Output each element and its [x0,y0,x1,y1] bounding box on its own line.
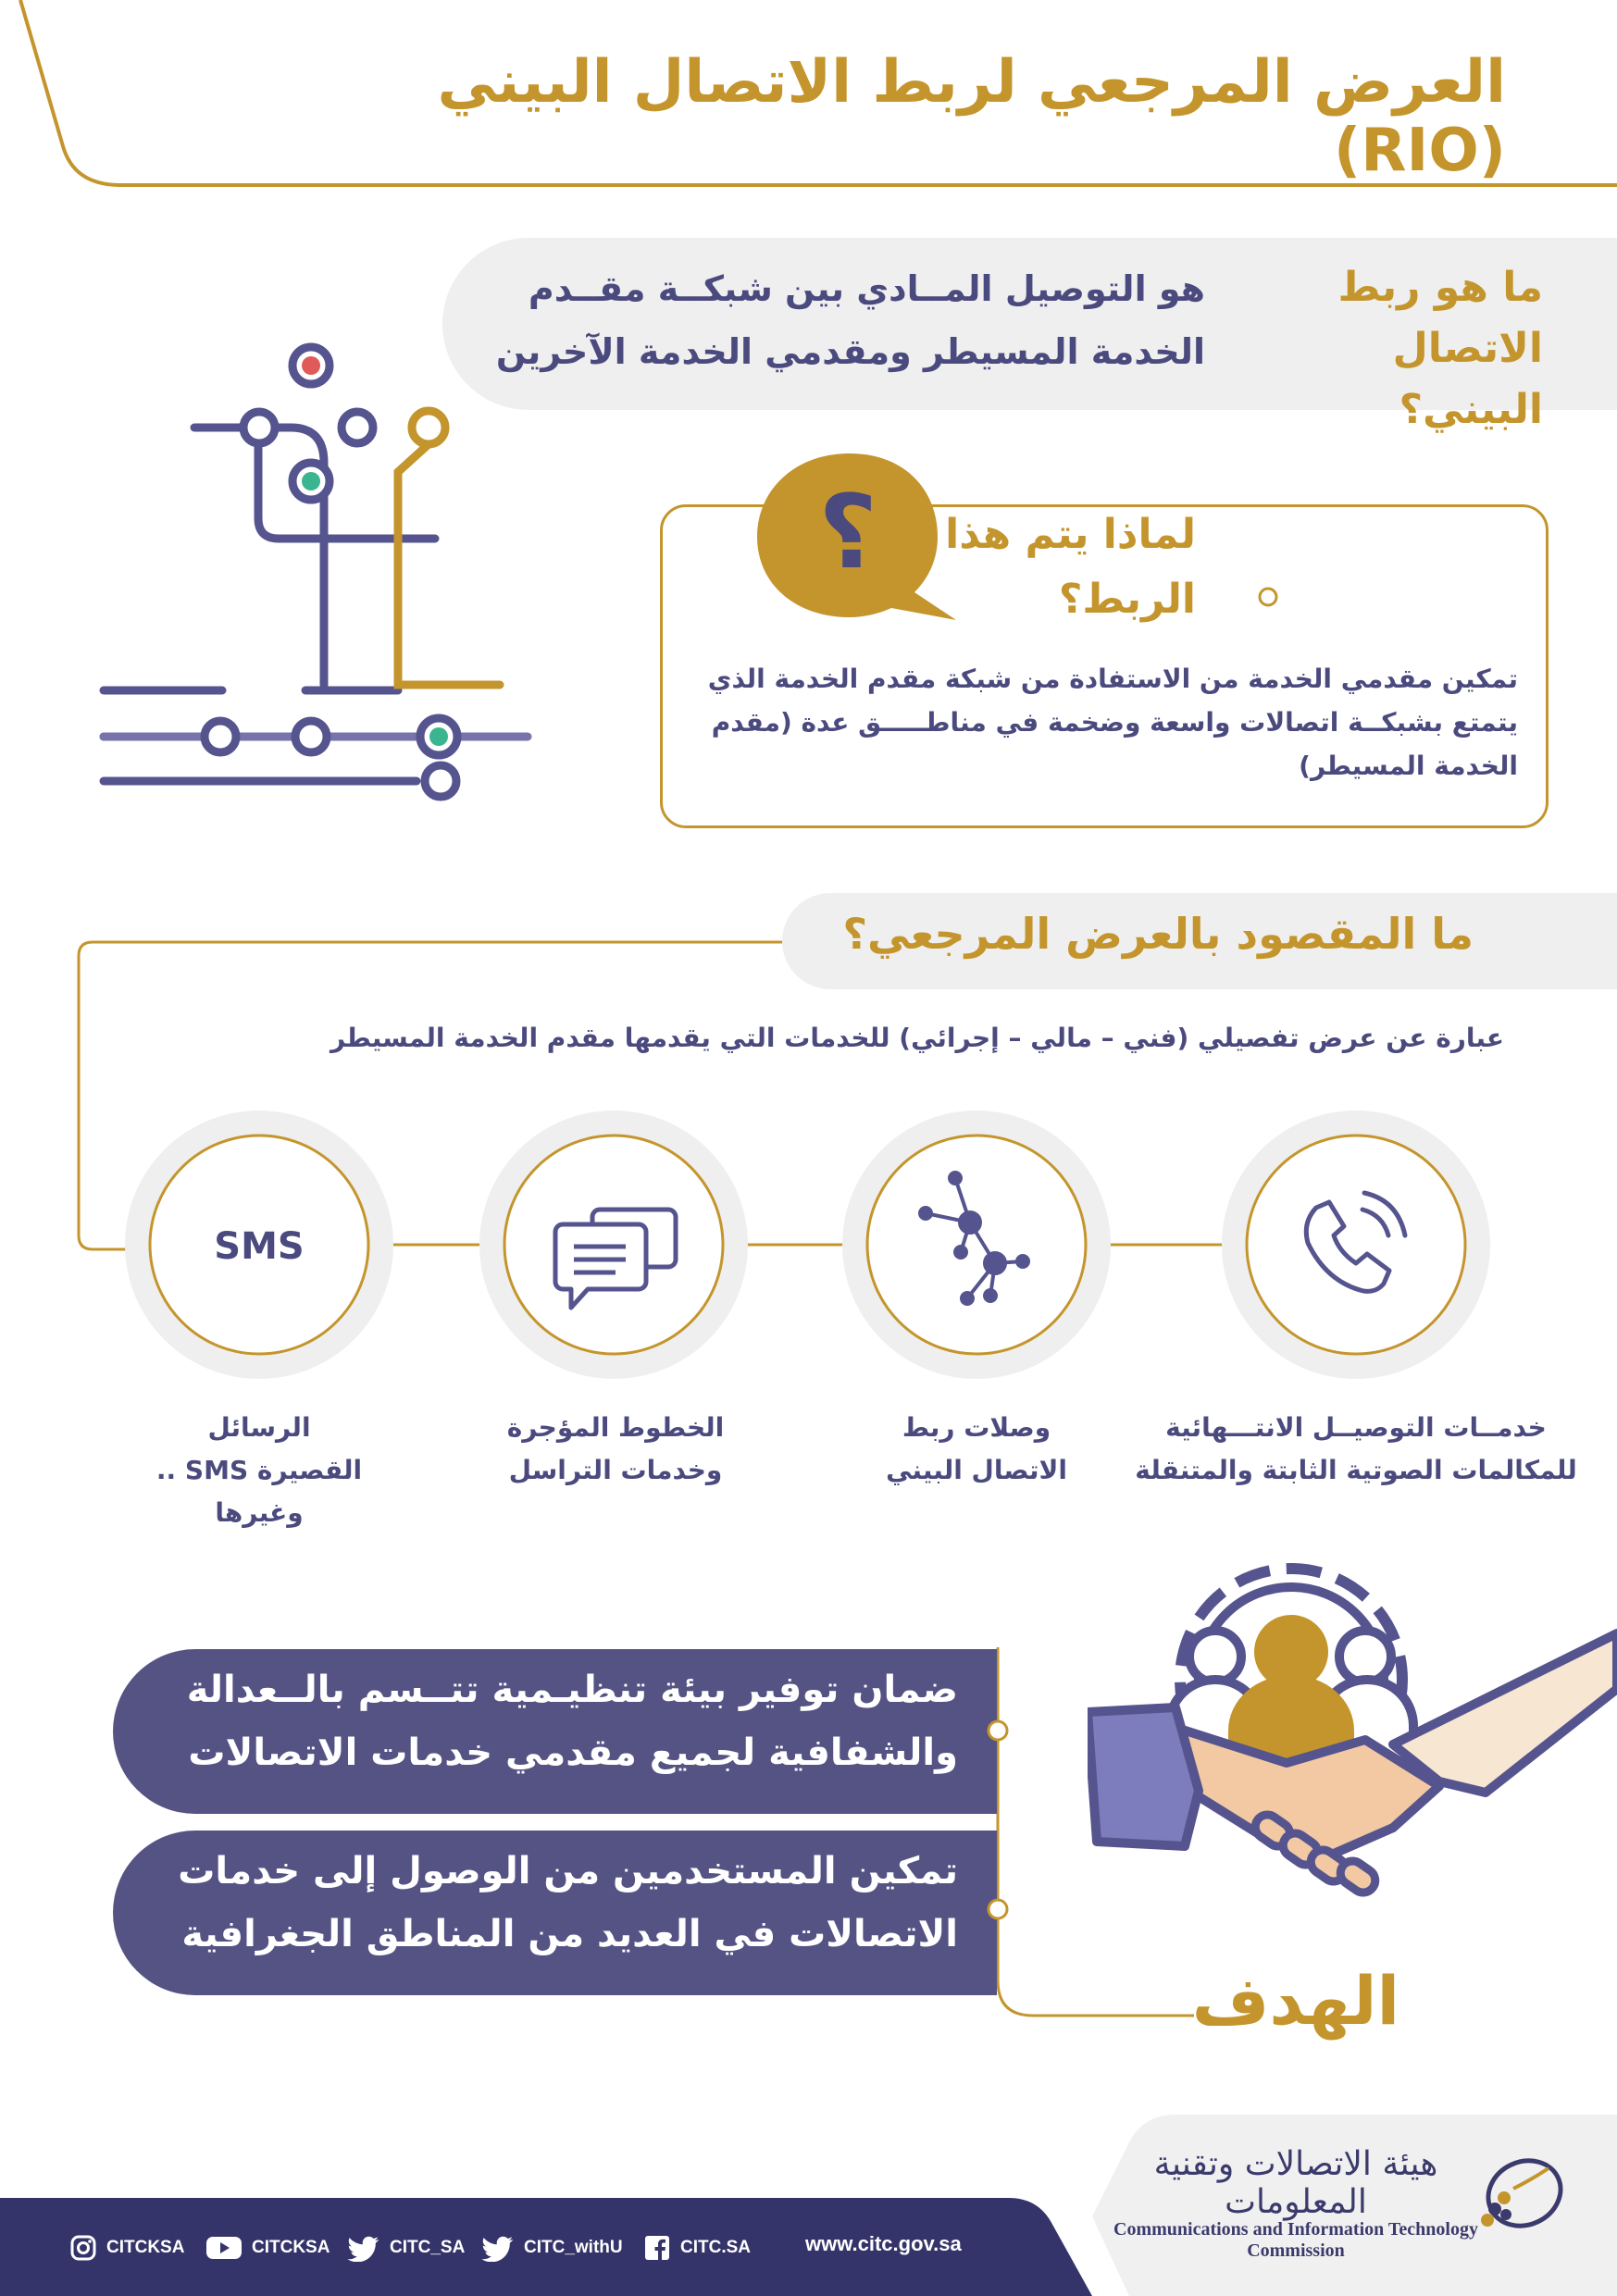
sms-icon: SMS [214,1225,305,1268]
youtube-icon [205,2234,243,2262]
facebook-icon [643,2234,671,2262]
goal-text-2: تمكين المستخدمين من الوصول إلى خدمات الاتصالات في العديد من المناطق الجغرافية [178,1850,958,1955]
social-label: CITC_withU [524,2238,623,2257]
social-label: CITC.SA [680,2238,751,2257]
twitter-icon [481,2234,515,2262]
goal-connector-dots [981,1717,1018,1976]
social-label: CITCKSA [106,2238,185,2257]
social-twitter-withu[interactable] [481,2232,623,2264]
website-link[interactable]: www.citc.gov.sa [805,2232,962,2255]
social-facebook[interactable] [643,2232,751,2264]
twitter-icon [347,2234,380,2262]
service-interconnect [842,1111,1111,1379]
social-twitter-citc[interactable] [347,2232,465,2264]
social-youtube[interactable] [205,2232,330,2264]
question-bubble-icon [748,449,961,634]
why-question: لماذا يتم هذا الربط؟ [945,511,1196,623]
goal-title: الهدف [1191,1962,1400,2040]
logo-english-text: Communications and Information Technology Commission [1113,2219,1478,2261]
page-title: العرض المرجعي لربط الاتصال البيني (RIO) [437,48,1506,185]
service-voice [1222,1111,1490,1379]
services-row [111,1106,1518,1384]
service-label-interconnect: وصلات ربط الاتصال البيني [886,1412,1067,1485]
social-instagram[interactable] [69,2232,184,2264]
what-is-answer: هو التوصيل المــادي بين شبكــة مقــدم الخدمة المسيطر ومقدمي الخدمة الآخرين [495,268,1205,372]
citc-logo-icon [1467,2152,1569,2253]
service-label-voice: خدمــات التوصيــل الانتـــهائية للمكالمات الصوتية الثابتة والمتنقلة [1135,1412,1577,1485]
logo-arabic-text: هيئة الاتصالات وتقنية المعلومات [1153,2145,1438,2221]
social-label: CITCKSA [252,2238,330,2257]
meaning-description: عبارة عن عرض تفصيلي (فني – مالي – إجرائي) للخدمات التي يقدمها مقدم الخدمة المسيطر [330,1023,1504,1053]
why-answer: تمكين مقدمي الخدمة من الاستفادة من شبكة مقدم الخدمة الذي يتمتع بشبكــة اتصالات واسعة وضخمة في مناطـــــق عدة (مقدم الخدمة المسيطر) [707,664,1518,781]
question-mark: ؟ [818,473,877,591]
goal-text-1: ضمان توفير بيئة تنظيـمية تتــسم بالــعدالة والشفافية لجميع مقدمي خدمات الاتصالات [186,1669,958,1774]
service-label-leased: الخطوط المؤجرة وخدمات التراسل [506,1412,725,1485]
service-label-sms: الرسائل القصيرة SMS .. وغيرها [155,1412,363,1528]
what-is-question: ما هو ربط الاتصال البيني؟ [1337,264,1543,433]
social-label: CITC_SA [390,2238,466,2257]
instagram-icon [69,2234,97,2262]
meaning-question: ما المقصود بالعرض المرجعي؟ [842,909,1474,959]
connector-dot [1250,583,1287,611]
